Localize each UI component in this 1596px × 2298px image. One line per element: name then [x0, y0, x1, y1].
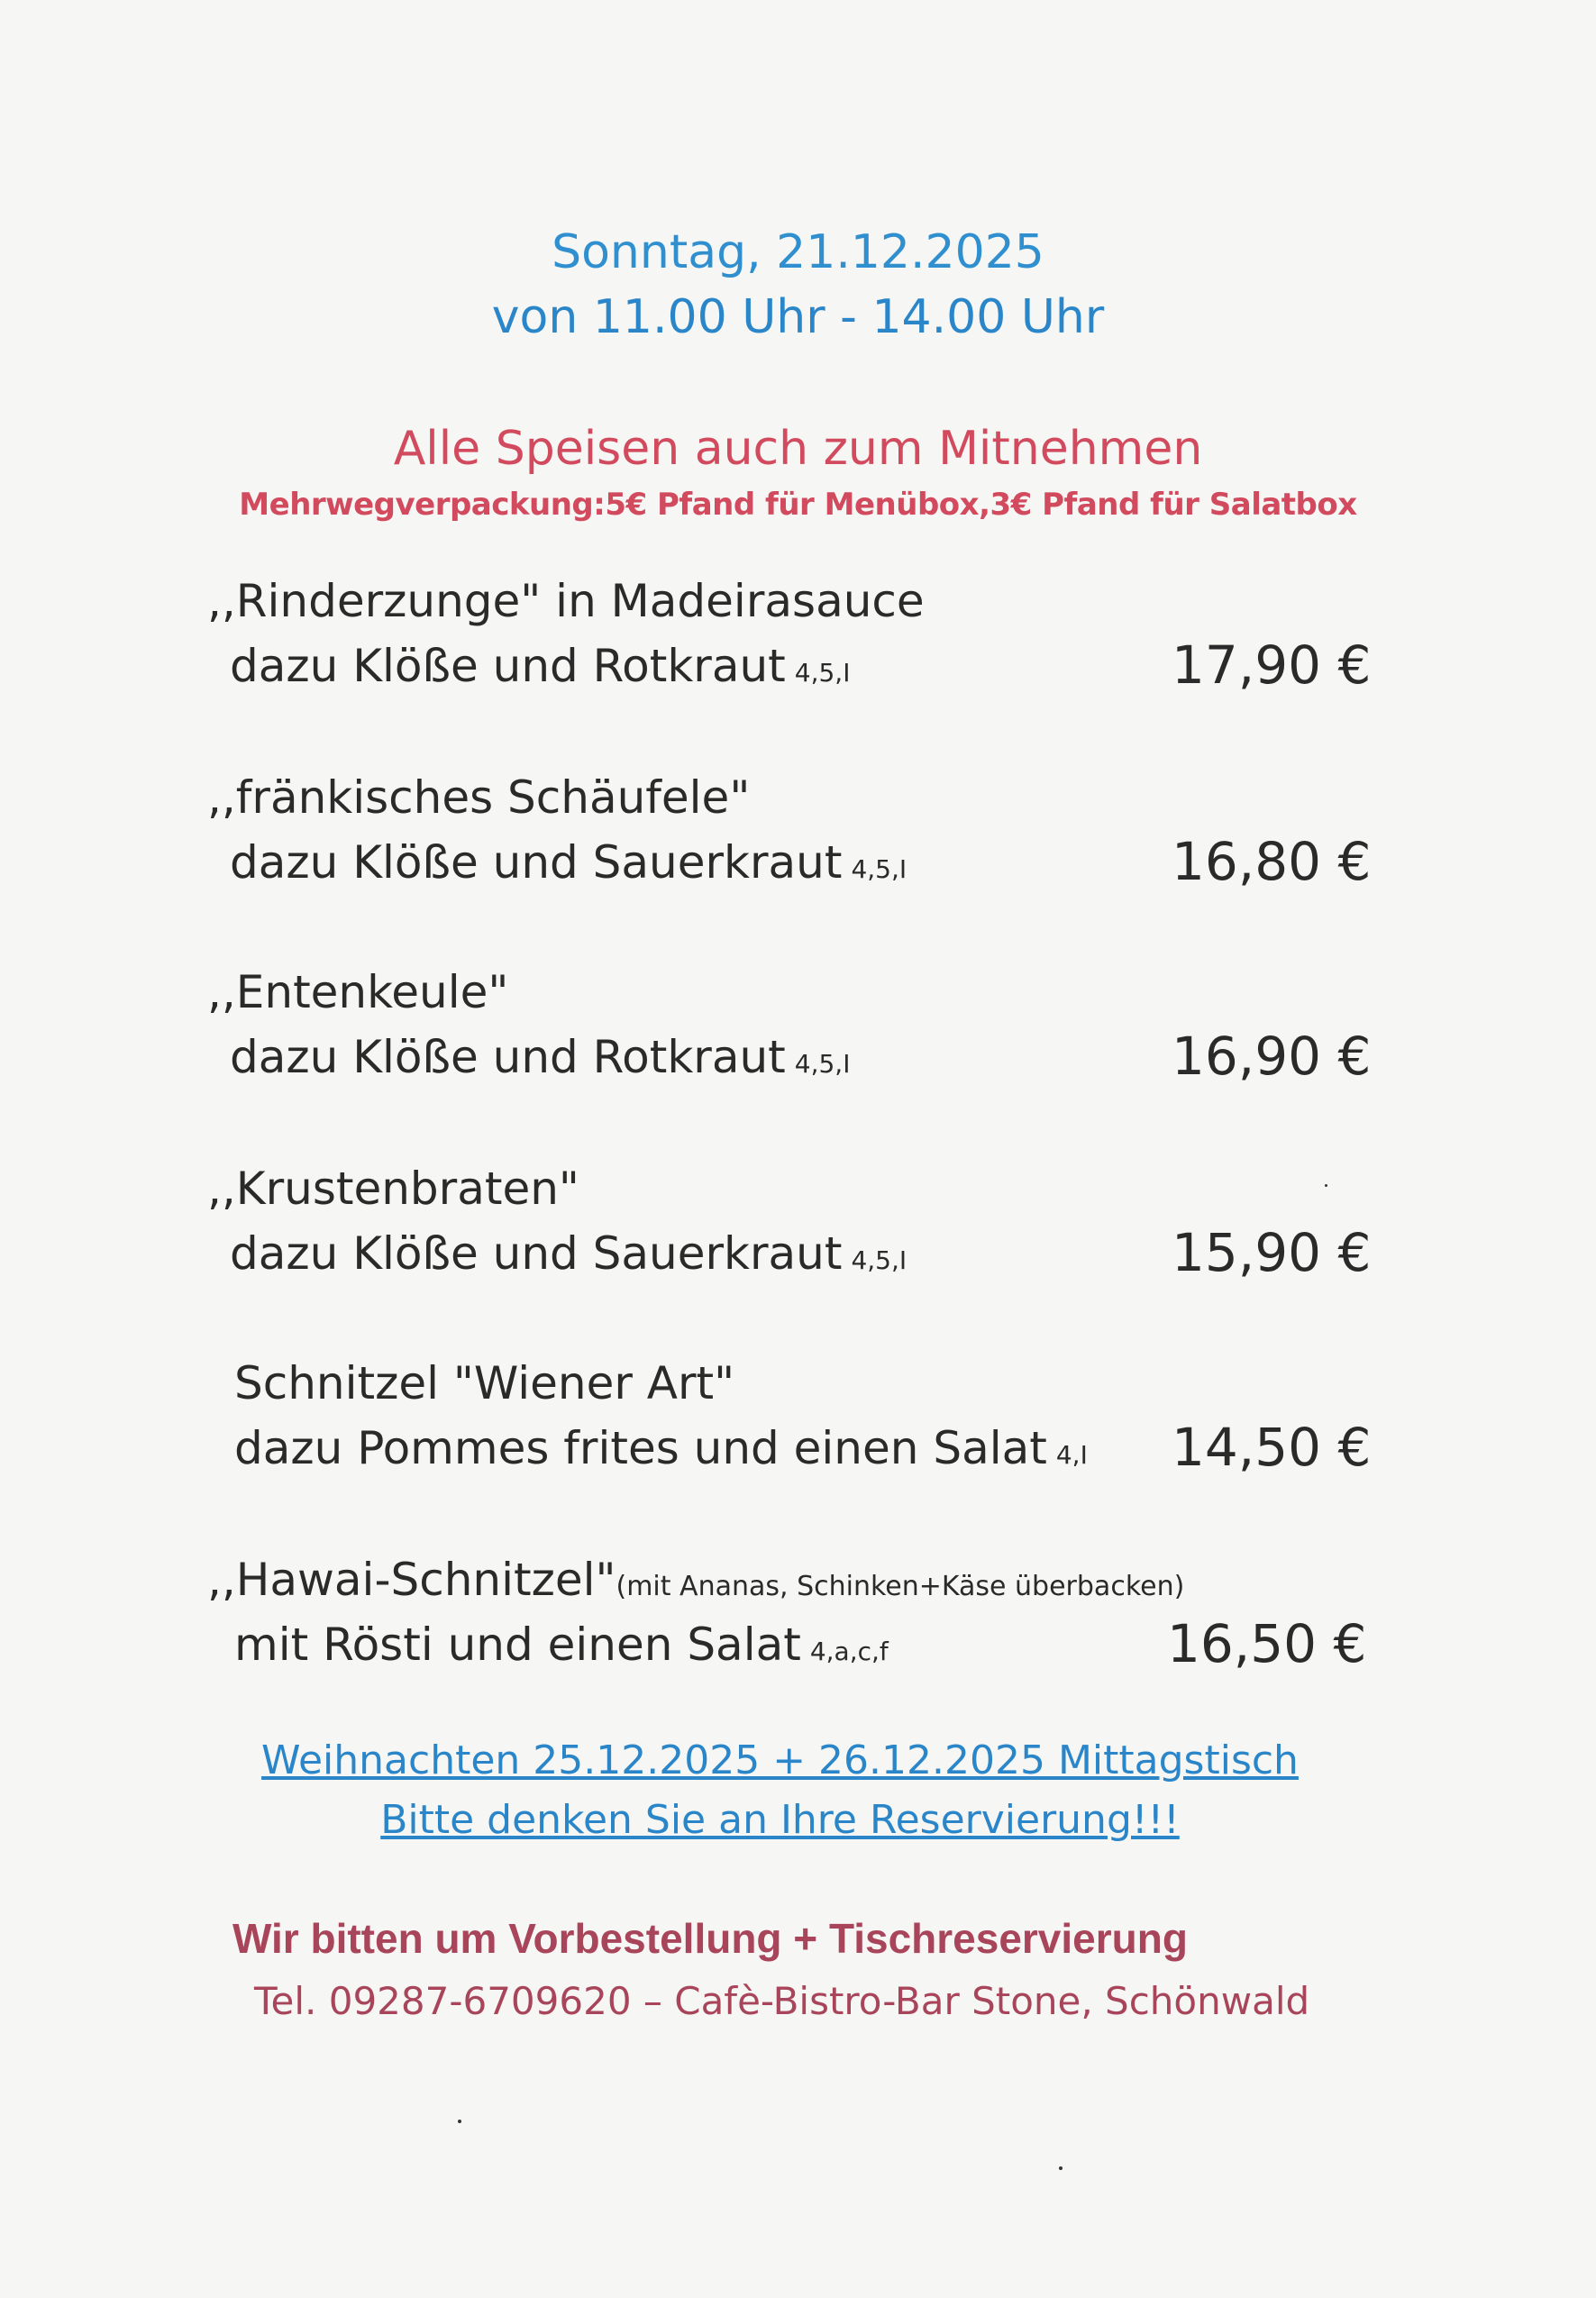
menu-item-description: dazu Klöße und Sauerkraut [230, 836, 843, 889]
menu-item-allergens: 4,5,I [794, 1049, 851, 1079]
reservation-reminder: Bitte denken Sie an Ihre Reservierung!!! [380, 1797, 1180, 1843]
preorder-note: Wir bitten um Vorbestellung + Tischreservierung [233, 1915, 1188, 1962]
menu-item-allergens: 4,I [1055, 1440, 1088, 1470]
contact-line: Tel. 09287-6709620 – Cafè-Bistro-Bar Stone, Schönwald [254, 1979, 1310, 2023]
menu-item-price: 16,90 € [1172, 1026, 1372, 1087]
menu-item-price: 14,50 € [1172, 1417, 1372, 1478]
scan-speck [1325, 1184, 1327, 1187]
menu-item-note: (mit Ananas, Schinken+Käse überbacken) [616, 1571, 1185, 1602]
menu-item-price: 16,50 € [1167, 1613, 1367, 1674]
menu-item-description: dazu Klöße und Sauerkraut [230, 1227, 843, 1280]
menu-item-allergens: 4,5,I [851, 854, 907, 884]
menu-item-name: ,,Hawai-Schnitzel" [207, 1554, 616, 1606]
event-time: von 11.00 Uhr - 14.00 Uhr [491, 290, 1105, 344]
menu-item-price: 15,90 € [1172, 1222, 1372, 1283]
menu-item-allergens: 4,a,c,f [809, 1637, 889, 1666]
menu-item-name: ,,Krustenbraten" [207, 1163, 579, 1215]
menu-item-price: 16,80 € [1172, 831, 1372, 892]
event-date: Sonntag, 21.12.2025 [552, 225, 1044, 279]
menu-item-description: dazu Pommes frites und einen Salat [234, 1422, 1047, 1474]
menu-item-name: Schnitzel "Wiener Art" [234, 1357, 735, 1409]
menu-item-name: ,,Rinderzunge" in Madeirasauce [207, 575, 925, 627]
menu-item-name: ,,fränkisches Schäufele" [207, 771, 751, 824]
menu-item-allergens: 4,5,I [851, 1245, 907, 1275]
menu-item-description: dazu Klöße und Rotkraut [230, 1031, 786, 1083]
takeaway-title: Alle Speisen auch zum Mitnehmen [393, 422, 1203, 476]
menu-item-price: 17,90 € [1172, 634, 1372, 696]
menu-item-name: ,,Entenkeule" [207, 966, 509, 1018]
menu-item-allergens: 4,5,I [794, 658, 851, 688]
scan-speck [1059, 2166, 1062, 2170]
christmas-notice: Weihnachten 25.12.2025 + 26.12.2025 Mittagstisch [261, 1737, 1299, 1783]
scan-speck [458, 2120, 461, 2123]
menu-item-description: dazu Klöße und Rotkraut [230, 640, 786, 692]
menu-item-description: mit Rösti und einen Salat [234, 1619, 801, 1671]
deposit-note: Mehrwegverpackung:5€ Pfand für Menübox,3€ Pfand für Salatbox [239, 487, 1357, 523]
